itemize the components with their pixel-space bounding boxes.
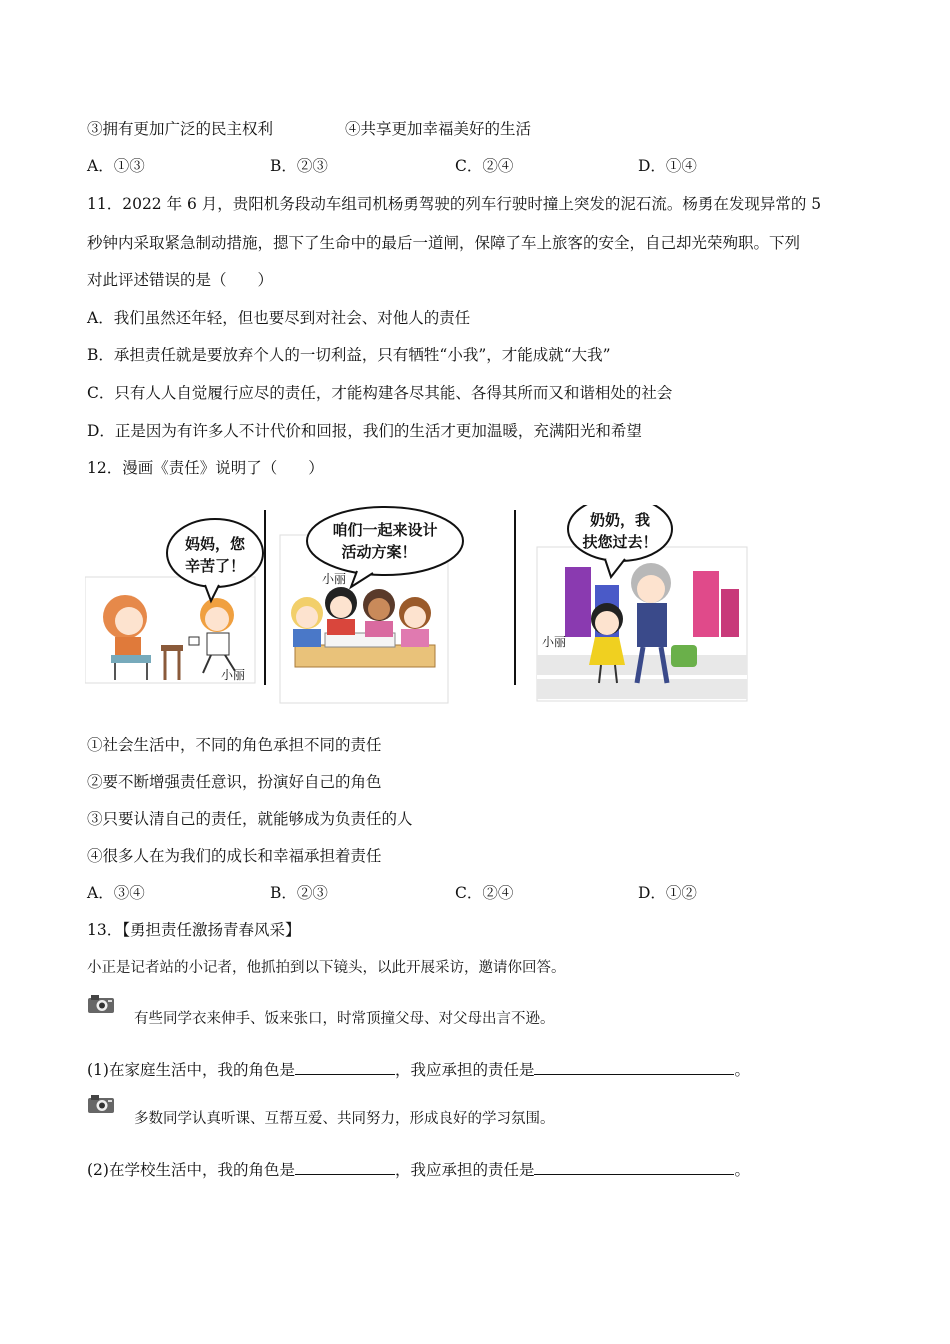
comic-illustration	[85, 505, 765, 705]
q13-q1-role-blank[interactable]	[295, 1058, 395, 1075]
q11-stem-line-3: 对此评述错误的是（ ）	[87, 271, 274, 289]
q13-question-2	[87, 1158, 750, 1181]
q10-statement-4: ④共享更加幸福美好的生活	[345, 120, 532, 138]
q13-q1-prompt-2: ，我应承担的责任是	[394, 1061, 535, 1079]
q10-statement-3: ③拥有更加广泛的民主权利	[87, 120, 274, 138]
q12-statement-3: ③只要认清自己的责任，就能够成为负责任的人	[87, 810, 413, 828]
q13-scene-1: 有些同学衣来伸手、饭来张口，时常顶撞父母、对父母出言不逊。	[134, 1011, 555, 1027]
q11-option-d[interactable]: D．正是因为有许多人不计代价和回报，我们的生活才更加温暖，充满阳光和希望	[87, 422, 642, 440]
q12-option-d[interactable]: D．①②	[638, 884, 697, 902]
q13-q2-prompt: (2)在学校生活中，我的角色是	[87, 1161, 295, 1179]
q12-statement-2: ②要不断增强责任意识，扮演好自己的角色	[87, 773, 382, 791]
comic-bubble-3-line-1: 奶奶，我	[589, 511, 651, 529]
q12-option-c[interactable]: C．②④	[455, 884, 514, 902]
comic-strip	[85, 505, 765, 705]
q11-stem-line-2: 秒钟内采取紧急制动措施，摁下了生命中的最后一道闸，保障了车上旅客的安全，自己却光荣殉职。下列	[87, 234, 801, 252]
q13-q1-end: 。	[734, 1061, 750, 1079]
comic-bubble-3-line-2: 扶您过去！	[582, 533, 658, 551]
comic-bubble-2-line-2: 活动方案！	[341, 543, 417, 561]
q11-option-a[interactable]: A．我们虽然还年轻，但也要尽到对社会、对他人的责任	[87, 309, 471, 327]
q13-question-1	[87, 1058, 750, 1081]
comic-name-3: 小丽	[542, 635, 567, 649]
comic-name-1: 小丽	[221, 668, 246, 682]
q11-option-b[interactable]: B．承担责任就是要放弃个人的一切利益，只有牺牲“小我”，才能成就“大我”	[87, 346, 611, 364]
q12-statement-4: ④很多人在为我们的成长和幸福承担着责任	[87, 847, 382, 865]
q11-stem-line-1: 11．2022 年 6 月，贵阳机务段动车组司机杨勇驾驶的列车行驶时撞上突发的泥石流。杨勇在发现异常的 5	[87, 195, 822, 213]
q13-q1-responsibility-blank[interactable]	[534, 1058, 734, 1075]
q12-statement-1: ①社会生活中，不同的角色承担不同的责任	[87, 736, 382, 754]
q13-scene-2: 多数同学认真听课、互帮互爱、共同努力，形成良好的学习氛围。	[134, 1111, 555, 1127]
comic-bubble-1-line-2: 辛苦了！	[184, 557, 246, 575]
q13-q1-prompt: (1)在家庭生活中，我的角色是	[87, 1061, 295, 1079]
q10-option-d[interactable]: D．①④	[638, 157, 697, 175]
q13-q2-prompt-2: ，我应承担的责任是	[394, 1161, 535, 1179]
comic-panel-2	[280, 507, 515, 703]
q10-option-c[interactable]: C．②④	[455, 157, 514, 175]
q12-stem: 12．漫画《责任》说明了（ ）	[87, 459, 324, 477]
q10-option-b[interactable]: B．②③	[270, 157, 328, 175]
q13-title: 13．【勇担责任激扬青春风采】	[87, 921, 301, 939]
camera-icon	[87, 994, 115, 1014]
q13-intro: 小正是记者站的小记者，他抓拍到以下镜头，以此开展采访，邀请你回答。	[87, 960, 566, 976]
comic-name-2: 小丽	[322, 572, 347, 586]
comic-bubble-1-line-1: 妈妈，您	[184, 535, 246, 553]
camera-icon	[87, 1094, 115, 1114]
comic-panel-1	[85, 510, 265, 685]
q11-option-c[interactable]: C．只有人人自觉履行应尽的责任，才能构建各尽其能、各得其所而又和谐相处的社会	[87, 384, 673, 402]
q13-q2-responsibility-blank[interactable]	[534, 1158, 734, 1175]
q12-option-a[interactable]: A．③④	[87, 884, 145, 902]
comic-bubble-2-line-1: 咱们一起来设计	[332, 521, 438, 539]
q12-option-b[interactable]: B．②③	[270, 884, 328, 902]
comic-panel-3	[537, 505, 747, 701]
q10-option-a[interactable]: A．①③	[87, 157, 145, 175]
q13-q2-role-blank[interactable]	[295, 1158, 395, 1175]
q13-q2-end: 。	[734, 1161, 750, 1179]
